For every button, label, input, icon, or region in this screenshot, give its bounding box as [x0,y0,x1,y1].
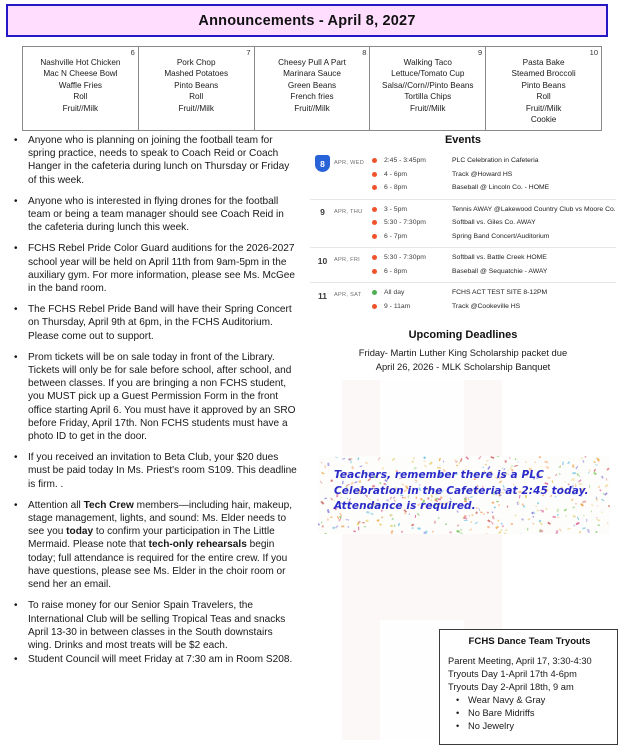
lunch-item: Salsa//Corn//Pinto Beans [373,80,482,91]
event-day-label: APR, FRI [334,257,360,263]
event-row[interactable] [372,154,616,168]
announcement-item: • Attention all Tech Crew members—including hair, makeup, stage management, lights, and sound: Ms. Elder needs to see you today to confirm your participation in The Little Mermaid. Please note that tech-only rehearsals begin today; full attendance is required for the entire crew. If you have questions, please see Ms. Elder in the choir room or send her an email. [28,499,298,591]
announcement-item: • Prom tickets will be on sale today in front of the Library. Tickets will only be for sale before school, after school, and between classes. If you are bringing a non FCHS student, you MUST pick up a Guest Permission Form in the front office starting April 6. You must have it approved by an SRO before Friday, April 17th. Non FCHS students must have a photo ID to get in the door. [28,351,298,443]
event-day-group [310,200,616,249]
announcement-item: • Anyone who is planning on joining the football team for spring practice, needs to speak to Coach Reid or Coach Hanger in the cafeteria during lunch on Thursday or Friday of this week. [28,134,298,187]
lunch-item: Steamed Broccoli [489,68,598,79]
dance-tryouts-rule: • Wear Navy & Gray [468,694,611,707]
event-time: 9 - 11am [384,303,452,310]
lunch-item: Green Beans [258,80,367,91]
lunch-item: Walking Taco [373,57,482,68]
lunch-item: Pinto Beans [489,80,598,91]
event-day-group [310,151,616,200]
event-status-dot-icon [372,234,377,239]
dance-tryouts-rule: • No Bare Midriffs [468,707,611,720]
lunch-item: Roll [489,91,598,102]
lunch-item: Fruit//Milk [489,103,598,114]
lunch-menu-table [22,46,602,131]
event-title: Track @Howard HS [452,171,512,178]
lunch-menu-cell [138,47,254,131]
event-title: Baseball @ Lincoln Co. - HOME [452,184,549,191]
table-row [23,47,602,131]
lunch-day-number: 7 [142,48,251,57]
event-title: Baseball @ Sequatchie - AWAY [452,268,547,275]
event-day-column [310,203,372,221]
event-day-column [310,286,372,304]
lunch-day-number: 8 [258,48,367,57]
event-status-dot-icon [372,304,377,309]
dance-tryouts-rule: • No Jewelry [468,720,611,733]
lunch-item: Pork Chop [142,57,251,68]
upcoming-deadlines-section [310,329,616,374]
deadline-line: April 26, 2026 - MLK Scholarship Banquet [310,360,616,374]
event-title: Track @Cookeville HS [452,303,520,310]
event-day-label: APR, SAT [334,292,361,298]
lunch-items [489,57,598,125]
lunch-menu-cell [370,47,486,131]
event-title: Tennis AWAY @Lakewood Country Club vs Moore Co. [452,206,616,213]
event-rows [372,154,616,195]
event-day-group [310,283,616,317]
deadline-line: Friday- Martin Luther King Scholarship packet due [310,346,616,360]
lunch-item: Mashed Potatoes [142,68,251,79]
event-day-label: APR, WED [334,160,364,166]
today-date-badge: 8 [315,155,330,172]
event-row[interactable] [372,251,616,265]
page-title: Announcements - April 8, 2027 [198,13,415,29]
dance-tryouts-line: Parent Meeting, April 17, 3:30-4:30 [448,655,611,668]
dance-tryouts-title: FCHS Dance Team Tryouts [448,636,611,647]
date-badge: 9 [315,204,330,221]
event-status-dot-icon [372,269,377,274]
event-row[interactable] [372,286,616,300]
lunch-item: Tortilla Chips [373,91,482,102]
lunch-item: Fruit//Milk [258,103,367,114]
event-row[interactable] [372,216,616,230]
dance-tryouts-line: Tryouts Day 1-April 17th 4-6pm [448,668,611,681]
lunch-item: Nashville Hot Chicken [26,57,135,68]
event-day-column [310,251,372,269]
event-time: 3 - 5pm [384,206,452,213]
lunch-menu-cell [486,47,602,131]
event-time: 6 - 7pm [384,233,452,240]
event-row[interactable] [372,168,616,182]
event-day-label: APR, THU [334,209,362,215]
plc-celebration-note [318,456,610,534]
lunch-day-number: 9 [373,48,482,57]
lunch-items [258,57,367,114]
dance-team-tryouts-box [439,629,618,745]
event-day-column [310,154,372,172]
lunch-item: Pinto Beans [142,80,251,91]
event-status-dot-icon [372,255,377,260]
announcement-item: • Student Council will meet Friday at 7:30 am in Room S208. [28,653,298,666]
announcements-list [10,134,298,674]
lunch-menu-cell [254,47,370,131]
event-status-dot-icon [372,172,377,177]
event-title: Spring Band Concert/Auditorium [452,233,549,240]
lunch-item: Fruit//Milk [26,103,135,114]
dance-tryouts-line: Tryouts Day 2-April 18th, 9 am [448,681,611,694]
event-status-dot-icon [372,185,377,190]
event-time: 5:30 - 7:30pm [384,254,452,261]
announcement-item: • To raise money for our Senior Spain Travelers, the International Club will be selling Tropical Teas and snacks April 13-30 in between classes in the South downstairs wing. Drinks and most treats will be $2 each. [28,599,298,652]
date-badge: 10 [315,252,330,269]
announcement-item: • The FCHS Rebel Pride Band will have their Spring Concert on Thursday, April 9th at 6pm, in the FCHS Auditorium. Please come out to support. [28,303,298,343]
event-title: PLC Celebration in Cafeteria [452,157,539,164]
lunch-item: Fruit//Milk [142,103,251,114]
event-status-dot-icon [372,207,377,212]
lunch-item: Cookie [489,114,598,125]
event-status-dot-icon [372,158,377,163]
announcement-item: • FCHS Rebel Pride Color Guard auditions for the 2026-2027 school year will be held on April 11th from 9am-5pm in the auxiliary gym. For more information, please see Ms. McGee in the band room. [28,242,298,295]
announcements-header-banner [6,4,608,37]
event-title: Softball vs. Battle Creek HOME [452,254,547,261]
event-status-dot-icon [372,220,377,225]
lunch-item: Pasta Bake [489,57,598,68]
event-rows [372,251,616,278]
events-calendar [310,151,616,317]
lunch-item: Lettuce/Tomato Cup [373,68,482,79]
announcement-item: • If you received an invitation to Beta Club, your $20 dues must be paid today In Ms. Priest's room S109. This deadline is firm. . [28,451,298,491]
lunch-item: Waffle Fries [26,80,135,91]
event-title: FCHS ACT TEST SITE 8-12PM [452,289,547,296]
deadlines-heading: Upcoming Deadlines [310,329,616,341]
lunch-items [373,57,482,114]
event-time: 6 - 8pm [384,184,452,191]
lunch-item: Cheesy Pull A Part [258,57,367,68]
event-time: 4 - 6pm [384,171,452,178]
announcement-item: • Anyone who is interested in flying drones for the football team or being a team manager should see Coach Reid in the cafeteria during lunch this week. [28,195,298,235]
event-status-dot-icon [372,290,377,295]
event-rows [372,286,616,313]
lunch-day-number: 10 [489,48,598,57]
events-heading: Events [310,134,616,146]
lunch-item: Marinara Sauce [258,68,367,79]
event-day-group [310,248,616,283]
lunch-day-number: 6 [26,48,135,57]
lunch-item: Mac N Cheese Bowl [26,68,135,79]
event-row[interactable] [372,265,616,279]
event-time: 5:30 - 7:30pm [384,219,452,226]
lunch-item: French fries [258,91,367,102]
event-time: 2:45 - 3:45pm [384,157,452,164]
lunch-item: Fruit//Milk [373,103,482,114]
event-row[interactable] [372,181,616,195]
event-row[interactable] [372,300,616,314]
event-rows [372,203,616,244]
event-row[interactable] [372,203,616,217]
right-column [310,134,616,374]
lunch-item: Roll [142,91,251,102]
lunch-item: Roll [26,91,135,102]
event-row[interactable] [372,230,616,244]
date-badge: 11 [315,287,330,304]
lunch-items [26,57,135,114]
event-time: 6 - 8pm [384,268,452,275]
event-title: Softball vs. Giles Co. AWAY [452,219,536,226]
lunch-menu-cell [23,47,139,131]
plc-note-text: Teachers, remember there is a PLC Celebration in the Cafeteria at 2:45 today. Attendance is required. [318,456,610,515]
event-time: All day [384,289,452,296]
lunch-items [142,57,251,114]
